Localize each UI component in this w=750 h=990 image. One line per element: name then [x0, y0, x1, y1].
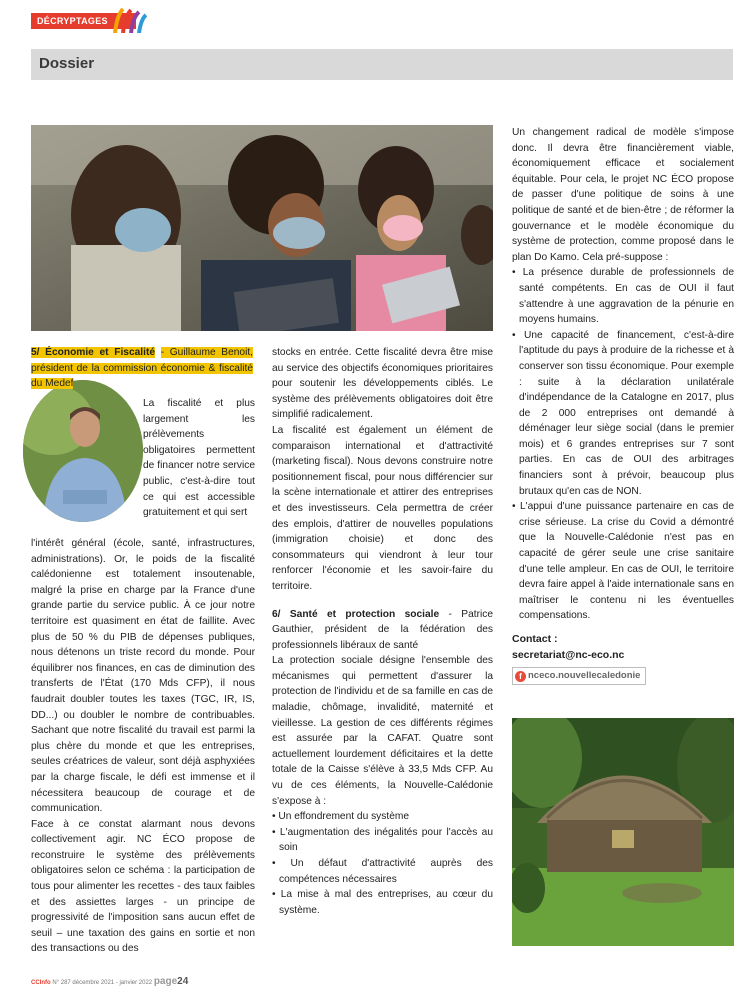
bullet-list	[272, 809, 493, 918]
section5-wrap-text: La fiscalité et plus largement les prélèvements obligatoires permettent de financer notre service public, c'est-à-dire tout ce qui est accessible gratuitement et qui sert	[143, 398, 255, 519]
paragraph: Face à ce constat alarmant nous devons collectivement agir. NC ÉCO propose de reconstruire le système des prélèvements obligatoires selon ce schéma : la participation de tous pour alimenter les recettes - des taux faibles et des assiettes larges - un principe de progressivité de l'imposition sans aucun effet de seuil – une taxation des gains en sortie et non des transactions ou des	[31, 818, 255, 955]
section5-body	[31, 536, 255, 957]
facebook-handle: nceco.nouvellecaledonie	[528, 670, 641, 681]
section6-title	[272, 607, 493, 654]
section-title-bar	[31, 49, 733, 80]
list-item: • L'appui d'une puissance partenaire en cas de crise sérieuse. La crise du Covid a démontré que la Nouvelle-Calédonie n'est pas en capacité de gérer seule une crise sanitaire d'une telle ampleur. En cas de OUI, le territoire devra faire appel à l'aide internationale sans en maîtriser le contenu ni les éventuelles compensations.	[512, 501, 734, 622]
facebook-link[interactable]	[512, 667, 646, 685]
page-number: 24	[177, 976, 189, 987]
section6-heading: 6/ Santé et protection sociale	[272, 608, 440, 620]
list-item: • Un défaut d'attractivité auprès des compétences nécessaires	[272, 858, 493, 885]
paragraph: stocks en entrée. Cette fiscalité devra être mise au service des objectifs économiques prioritaires pour soutenir les développements ciblés. Le système des prélèvements obligatoires doit être simplifié radicalement.	[272, 347, 493, 421]
paragraph: La fiscalité est également un élément de comparaison international et d'attractivité (marketing fiscal). Nous devons construire notre positionnement fiscal, pour nous différencier sur la scène internationale et attirer des entreprises et des investisseurs. Cela permettra de créer des emplois, d'attirer de nouvelles populations (immigration choisie) et donc des consommateurs qui viendront à leur tour renforcer l'économie et les savoir-faire du territoire.	[272, 424, 493, 592]
author-portrait	[23, 380, 143, 522]
section-tag: DÉCRYPTAGES	[31, 13, 136, 29]
column-2	[272, 345, 493, 918]
page-footer	[31, 976, 188, 987]
contact-email[interactable]: secretariat@nc-eco.nc	[512, 648, 625, 661]
footer-page-label: page	[153, 976, 178, 987]
column-3	[512, 125, 734, 624]
list-item: • Un effondrement du système	[272, 811, 410, 823]
paragraph: La protection sociale désigne l'ensemble des mécanismes qui permettent d'assurer la protection de l'individu et de sa famille en cas de maladie, chômage, invalidité, maternité et vieillesse. La gestion de ces différents régimes est assurée par la CAFAT. Quatre sont actuellement lourdement déficitaires et la dette totale de la Caisse s'élève à 33,5 Mds CFP. Au vu de ces éléments, la Nouvelle-Calédonie s'expose à :	[272, 655, 493, 807]
footer-brand: CCInfo	[31, 980, 51, 986]
contact-label: Contact :	[512, 633, 558, 645]
section-title: Dossier	[39, 55, 95, 72]
section5-intro	[31, 345, 253, 392]
list-item: • La mise à mal des entreprises, au cœur du système.	[272, 889, 493, 916]
section5-heading: 5/ Économie et Fiscalité	[31, 347, 156, 358]
brand-stripes-icon	[113, 7, 147, 33]
traditional-hut-photo	[512, 718, 734, 946]
paragraph: Un changement radical de modèle s'impose donc. Il devra être financièrement viable, économiquement efficace et socialement équitable. Pour cela, le projet NC ÉCO propose de passer d'une politique de soins à une politique de santé et de bien-être ; de réformer la gouvernance et le modèle économique du système de protection, comme proposé dans le plan Do Kamo. Cela pré-suppose :	[512, 127, 734, 263]
bullet-list	[512, 265, 734, 624]
contact-block	[512, 632, 734, 663]
footer-issue: N° 287 décembre 2021 - janvier 2022	[52, 980, 153, 986]
section5-author: - Guillaume Benoit, président de la commission économie & fiscalité du Medef	[31, 347, 253, 390]
facebook-icon: f	[515, 671, 526, 682]
paragraph: l'intérêt général (école, santé, infrastructures, administrations). Or, le poids de la fiscalité calédonienne est totalement insoutenable, malgré la prise en charge par la France d'une grande partie du service public. À ce jour notre territoire est quasiment en état de faillite. Avec plus de 50 % du PIB de dépenses publiques, nous détenons un triste record du monde. Pour équilibrer nos finances, en cas de diminution des transferts de l'État (170 Mds CFP), il nous faudrait doubler toutes les taxes (TGC, IR, IS, DD...) ou doubler le nombre de contribuables. Sachant que notre fiscalité du travail est parmi la plus chère du monde et que les entreprises, seules créatrices de valeur, sont déjà asphyxiées par la charge fiscale, le défi est immense et il nécessitera beaucoup de courage et de communication.	[31, 538, 255, 815]
list-item: • Une capacité de financement, c'est-à-dire l'aptitude du pays à produire de la richesse et à conserver son tissu économique. Pour exemple : suite à la déclaration unilatérale d'indépendance de la Catalogne en 2017, plus de 2 000 entreprises ont demandé à déménager leur siège social (dans le premier mois) et 6 grandes entreprises sur 7 sont parties. En cas de OUI des arbitrages financiers sont à prévoir, beaucoup plus brutaux qu'en cas de NON.	[512, 329, 734, 497]
children-tablets-photo	[31, 125, 493, 331]
section6-author: - Patrice Gauthier, président de la fédération des professionnels libéraux de santé	[272, 608, 493, 651]
list-item: • L'augmentation des inégalités pour l'accès au soin	[272, 826, 493, 854]
list-item: • La présence durable de professionnels de santé compétents. En cas de OUI il faut s'attendre à une aggravation de la pénurie en moyens humains.	[512, 267, 734, 326]
